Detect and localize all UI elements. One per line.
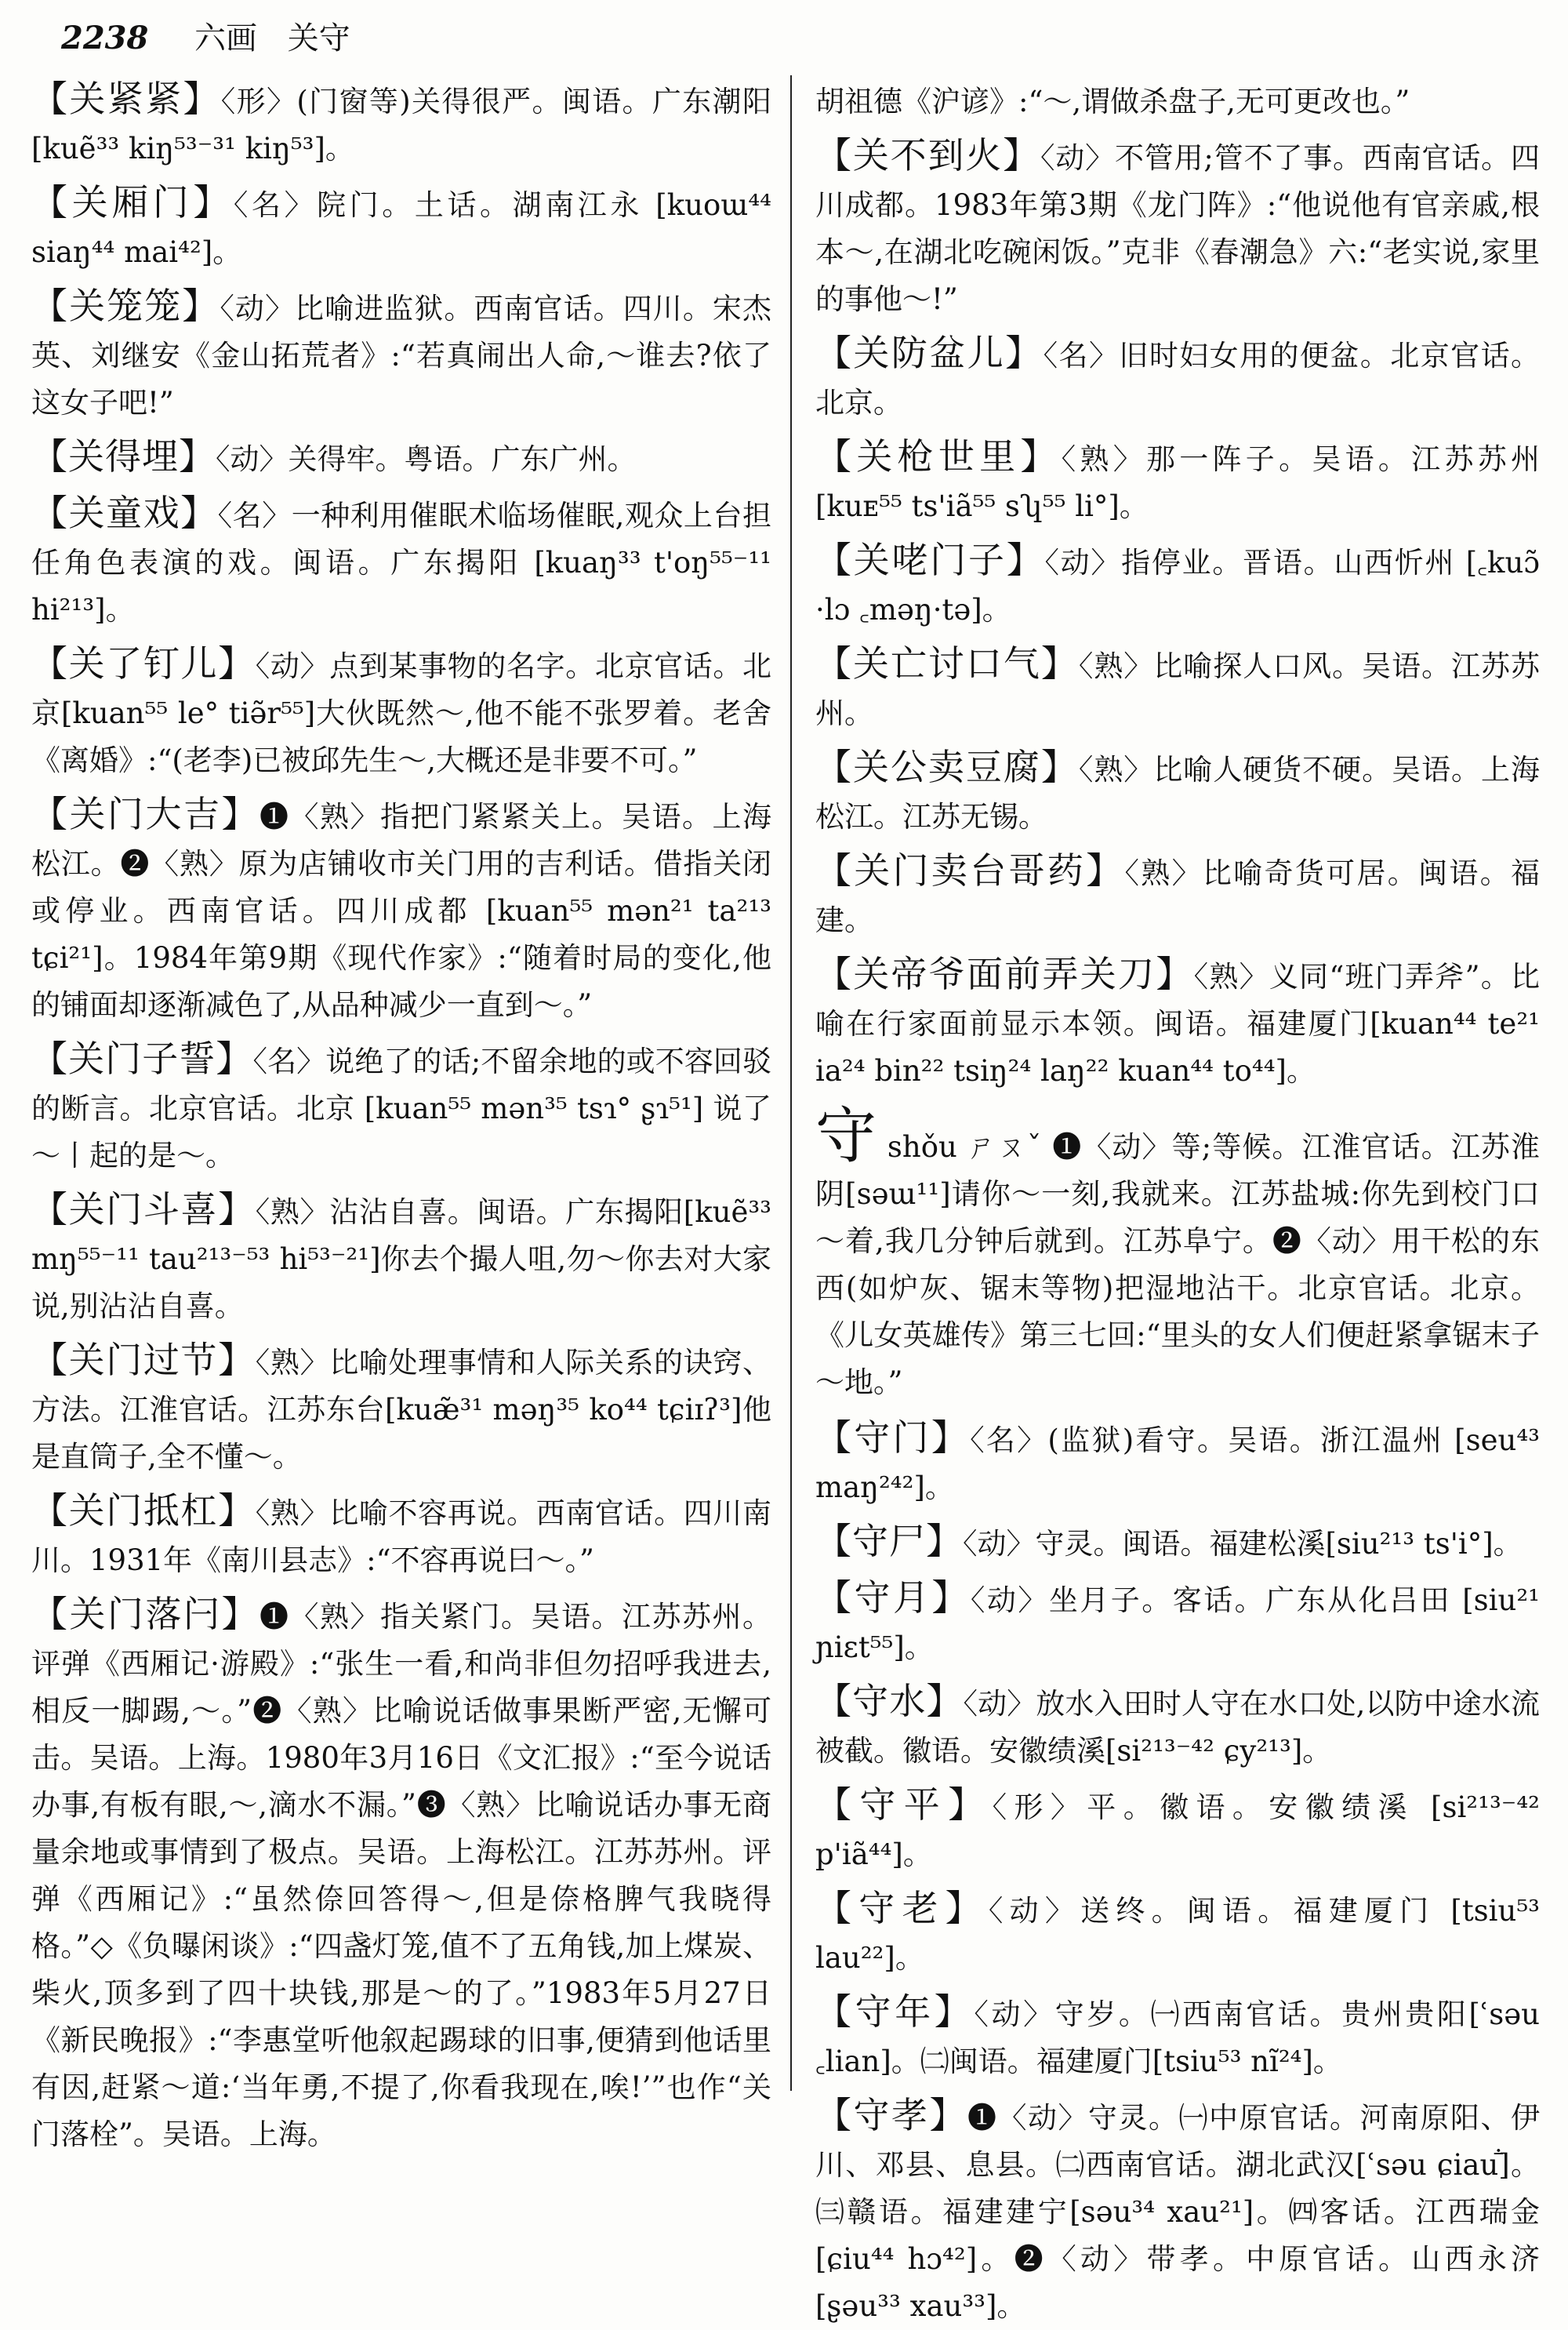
dictionary-entry <box>31 489 771 634</box>
column-divider <box>790 75 792 2091</box>
dictionary-entry <box>31 1336 771 1481</box>
entry-headword: 【守门】 <box>815 1416 971 1459</box>
entry-headword: 【关门子誓】 <box>31 1038 253 1080</box>
entry-text: 〈熟〉义同“班门弄斧”。比喻在行家面前显示本领。闽语。福建厦门[kuan⁴⁴ te²¹ ia²⁴ bin²² tsiŋ²⁴ laŋ²² kuan⁴⁴ to⁴⁴]。 <box>815 960 1540 1088</box>
dictionary-entry-continued <box>815 75 1540 125</box>
entry-headword: 【关不到火】 <box>815 134 1040 176</box>
entry-text: 〈动〉不管用;管不了事。西南官话。四川成都。1983年第3期《龙门阵》:“他说他有官亲戚,根本～,在湖北吃碗闲饭。”克非《春潮急》六:“老实说,家里的事他～!” <box>815 141 1541 316</box>
entry-text: 〈熟〉比喻奇货可居。闽语。福建。 <box>815 856 1541 937</box>
dictionary-entry <box>31 282 771 427</box>
dictionary-entry <box>31 1590 771 2158</box>
entry-text: 〈动〉关得牢。粤语。广东广州。 <box>216 442 637 476</box>
right-column <box>815 75 1541 2323</box>
left-column <box>31 75 772 2151</box>
dictionary-entry <box>815 1885 1540 1982</box>
entry-text: 〈名〉一种利用催眠术临场催眠,观众上台担任角色表演的戏。闽语。广东揭阳 [kuaŋ³³ t'oŋ⁵⁵⁻¹¹ hi²¹³]。 <box>31 499 771 627</box>
entry-text: 〈名〉说绝了的话;不留余地的或不容回驳的断言。北京官话。北京 [kuan⁵⁵ mən³⁵ tsɿ° ʂɿ⁵¹] 说了～丨起的是～。 <box>31 1045 772 1172</box>
dictionary-entry <box>31 75 771 173</box>
entry-headword: 【关厢门】 <box>31 181 234 224</box>
dictionary-entry <box>815 1781 1540 1878</box>
dictionary-entry <box>815 2092 1540 2330</box>
entry-headword: 【关公卖豆腐】 <box>815 746 1079 788</box>
entry-text: 〈熟〉比喻探人口风。吴语。江苏苏州。 <box>815 649 1541 730</box>
entry-text: shǒu ㄕㄡˇ ❶〈动〉等;等候。江淮官话。江苏淮阴[səɯ¹¹]请你～一刻,我就来。江苏盐城:你先到校门口～着,我几分钟后就到。江苏阜宁。❷〈动〉用干松的东西(如炉灰、锯末等物)把湿地沾干。北京官话。北京。《儿女英雄传》第三七回:“里头的女人们便赶紧拿锯末子～地。” <box>815 1130 1540 1399</box>
entry-text: 〈动〉比喻进监狱。西南官话。四川。宋杰英、刘继安《金山拓荒者》:“若真闹出人命,～谁去?依了这女子吧!” <box>31 292 772 420</box>
entry-text: ❶〈熟〉指关紧门。吴语。江苏苏州。评弹《西厢记·游殿》:“张生一看,和尚非但勿招呼我进去,相反一脚踢,～。”❷〈熟〉比喻说话做事果断严密,无懈可击。吴语。上海。1980年3月16日《文汇报》:“至今说话办事,有板有眼,～,滴水不漏。”❸〈熟〉比喻说话办事无商量余地或事情到了极点。吴语。上海松江。江苏苏州。评弹《西厢记》:“虽然倷回答得～,但是倷格脾气我晓得格。”◇《负曝闲谈》:“四盏灯笼,值不了五角钱,加上煤炭、柴火,顶多到了四十块钱,那是～的了。”1983年5月27日《新民晚报》:“李惠堂听他叙起踢球的旧事,便猜到他话里有因,赶紧～道:‘当年勇,不提了,你看我现在,唉!’”也作“关门落栓”。吴语。上海。 <box>31 1600 771 2151</box>
entry-text: 〈动〉守岁。㈠西南官话。贵州贵阳[ʿsəu ꜀lian]。㈡闽语。福建厦门[tsiu⁵³ nĩ²⁴]。 <box>815 1997 1541 2078</box>
entry-text: ❶〈动〉守灵。㈠中原官话。河南原阳、伊川、邓县、息县。㈡西南官话。湖北武汉[ʿsəu ɕiauꜙ]。㈢赣语。福建建宁[səu³⁴ xau²¹]。㈣客话。江西瑞金[ɕiu⁴⁴ hɔ⁴²]。❷〈动〉带孝。中原官话。山西永济[ʂəu³³ xau³³]。 <box>815 2101 1540 2323</box>
dictionary-entry <box>815 1574 1540 1671</box>
entry-text: 〈名〉(监狱)看守。吴语。浙江温州 [seu⁴³ maŋ²⁴²]。 <box>815 1423 1541 1504</box>
entry-text: 〈动〉送终。闽语。福建厦门 [tsiu⁵³ lau²²]。 <box>815 1894 1540 1975</box>
entry-text: 〈动〉点到某事物的名字。北京官话。北京[kuan⁵⁵ le° tiə̃r⁵⁵]大伙既然～,他不能不张罗着。老舍《离婚》:“(老李)已被邱先生～,大概还是非要不可。” <box>31 649 772 777</box>
entry-headword: 【关笼笼】 <box>31 285 220 327</box>
dictionary-entry <box>815 1414 1540 1511</box>
entry-headword: 【关亡讨口气】 <box>815 642 1079 685</box>
entry-headword: 【守月】 <box>815 1576 971 1619</box>
entry-headword: 【关了钉儿】 <box>31 642 256 685</box>
entry-text: 〈名〉旧时妇女用的便盆。北京官话。北京。 <box>815 339 1541 420</box>
dictionary-entry <box>815 951 1540 1095</box>
section-label: 六画 <box>194 20 258 56</box>
dictionary-entry <box>815 1988 1540 2085</box>
entry-headword: 【关门斗喜】 <box>31 1188 256 1230</box>
dictionary-entry <box>31 1487 771 1584</box>
entry-headword: 【关童戏】 <box>31 492 218 534</box>
entry-headword: 【关得埋】 <box>31 435 216 478</box>
entry-text: 〈动〉坐月子。客话。广东从化吕田 [siu²¹ ɲiɛt⁵⁵]。 <box>815 1583 1541 1664</box>
entry-text: 〈熟〉比喻不容再说。西南官话。四川南川。1931年《南川县志》:“不容再说曰～。” <box>31 1496 772 1577</box>
dictionary-entry <box>31 1035 771 1180</box>
entry-headword: 【关门过节】 <box>31 1339 256 1381</box>
dictionary-entry <box>815 847 1540 944</box>
entry-headword: 【关门落闩】 <box>31 1593 260 1635</box>
entry-headword: 【关帝爷面前弄关刀】 <box>815 953 1194 995</box>
dictionary-entry <box>815 132 1540 323</box>
entry-text: 胡祖德《沪谚》:“～,谓做杀盘子,无可更改也。” <box>815 85 1410 118</box>
entry-text: 〈动〉放水入田时人守在水口处,以防中途水流被截。徽语。安徽绩溪[si²¹³⁻⁴² ɕy²¹³]。 <box>815 1687 1541 1768</box>
dictionary-entry <box>815 329 1540 427</box>
dictionary-entry <box>815 1518 1540 1568</box>
dictionary-entry <box>815 433 1540 530</box>
header-chars: 关守 <box>287 20 350 56</box>
entry-text: 〈形〉平。徽语。安徽绩溪 [si²¹³⁻⁴² p'iã⁴⁴]。 <box>815 1790 1541 1871</box>
entry-headword: 【关咾门子】 <box>815 539 1045 581</box>
entry-text: 〈形〉(门窗等)关得很严。闽语。广东潮阳[kuẽ³³ kiŋ⁵³⁻³¹ kiŋ⁵³]。 <box>31 85 771 165</box>
entry-text: 〈动〉指停业。晋语。山西忻州 [꜀kuɔ̃ ·lɔ ꜀məŋ·tə]。 <box>815 546 1540 627</box>
entry-headword: 【关紧紧】 <box>31 78 221 120</box>
entry-character: 守 <box>815 1101 878 1172</box>
dictionary-entry <box>31 179 771 276</box>
entry-text: 〈熟〉那一阵子。吴语。江苏苏州[kuᴇ⁵⁵ ts'iã⁵⁵ sʮ⁵⁵ li°]。 <box>815 442 1541 523</box>
entry-headword: 【守水】 <box>815 1680 964 1722</box>
entry-headword: 【守年】 <box>815 1990 975 2033</box>
dictionary-entry <box>31 433 771 483</box>
dictionary-entry <box>31 791 771 1029</box>
entry-headword: 【守老】 <box>815 1887 989 1929</box>
dictionary-entry <box>31 640 771 784</box>
entry-text: 〈动〉守灵。闽语。福建松溪[siu²¹³ ts'i°]。 <box>963 1527 1523 1561</box>
entry-headword: 【关门大吉】 <box>31 793 260 835</box>
dictionary-entry <box>815 1678 1540 1775</box>
dictionary-entry <box>31 1186 771 1330</box>
entry-headword: 【关枪世里】 <box>815 435 1062 478</box>
page-number: 2238 <box>61 20 149 56</box>
entry-text: ❶〈熟〉指把门紧紧关上。吴语。上海松江。❷〈熟〉原为店铺收市关门用的吉利话。借指关闭或停业。西南官话。四川成都 [kuan⁵⁵ mən²¹ ta²¹³ tɕi²¹]。1984年第9期《现代作家》:“随着时局的变化,他的铺面却逐渐减色了,从品种减少一直到～。” <box>31 800 771 1022</box>
entry-text: 〈熟〉比喻人硬货不硬。吴语。上海松江。江苏无锡。 <box>815 753 1541 834</box>
entry-text: 〈熟〉沾沾自喜。闽语。广东揭阳[kuẽ³³ mŋ⁵⁵⁻¹¹ tau²¹³⁻⁵³ hi⁵³⁻²¹]你去个撮人咀,勿～你去对大家说,别沾沾自喜。 <box>31 1195 772 1323</box>
entry-headword: 【守尸】 <box>815 1520 963 1562</box>
entry-headword: 【关防盆儿】 <box>815 332 1044 374</box>
entry-text: 〈名〉院门。土话。湖南江永 [kuoɯ⁴⁴ siaŋ⁴⁴ mai⁴²]。 <box>31 188 771 269</box>
dictionary-entry <box>815 640 1540 737</box>
dictionary-entry <box>815 536 1540 634</box>
character-entry <box>815 1101 1540 1406</box>
dictionary-entry <box>815 743 1540 841</box>
entry-headword: 【守孝】 <box>815 2094 967 2136</box>
page-header <box>61 14 1519 63</box>
entry-headword: 【关门抵杠】 <box>31 1489 256 1532</box>
entry-text: 〈熟〉比喻处理事情和人际关系的诀窍、方法。江淮官话。江苏东台[kuæ̃³¹ məŋ³⁵ ko⁴⁴ tɕiɪʔ³]他是直筒子,全不懂～。 <box>31 1346 772 1474</box>
entry-headword: 【守平】 <box>815 1783 993 1826</box>
entry-headword: 【关门卖台哥药】 <box>815 849 1125 892</box>
